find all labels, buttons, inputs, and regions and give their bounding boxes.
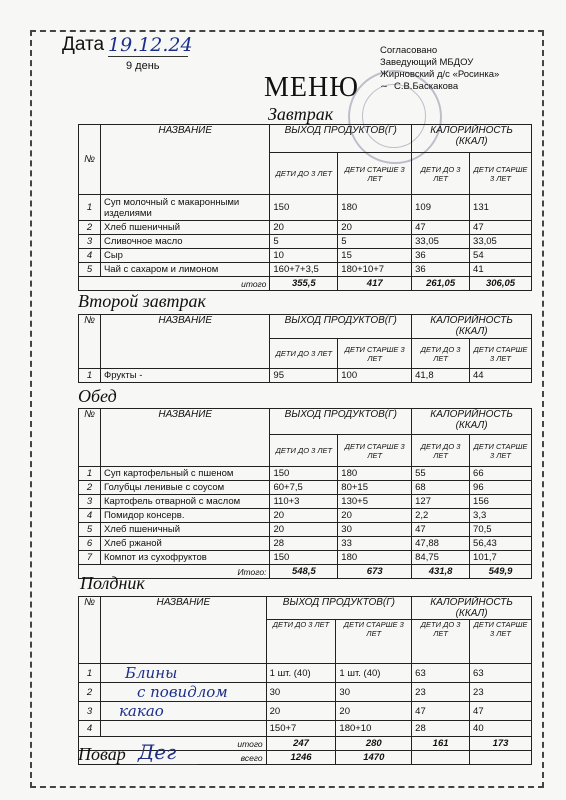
row-num: 3 <box>79 702 101 721</box>
yield-old: 20 <box>338 509 412 523</box>
row-num: 1 <box>79 664 101 683</box>
row-num: 2 <box>79 683 101 702</box>
col-kids-young: ДЕТИ ДО 3 ЛЕТ <box>412 435 470 467</box>
total-value: 161 <box>412 737 470 751</box>
yield-young: 150 <box>270 467 338 481</box>
dish-name: Суп картофельный с пшеном <box>100 467 269 481</box>
kcal-old: 47 <box>470 702 532 721</box>
kcal-young: 68 <box>412 481 470 495</box>
col-num: № <box>79 409 101 467</box>
yield-young: 10 <box>270 249 338 263</box>
total-value: 261,05 <box>412 277 470 291</box>
col-name: НАЗВАНИЕ <box>100 597 266 664</box>
col-num: № <box>79 315 101 369</box>
col-kids-old: ДЕТИ СТАРШЕ 3 ЛЕТ <box>336 620 412 664</box>
kcal-young: 36 <box>412 263 470 277</box>
yield-young: 20 <box>270 509 338 523</box>
col-kids-old: ДЕТИ СТАРШЕ 3 ЛЕТ <box>470 620 532 664</box>
total-value: 280 <box>336 737 412 751</box>
col-kids-old: ДЕТИ СТАРШЕ 3 ЛЕТ <box>470 435 532 467</box>
col-kids-young: ДЕТИ ДО 3 ЛЕТ <box>412 339 470 369</box>
col-name: НАЗВАНИЕ <box>100 409 269 467</box>
table-row <box>79 481 532 495</box>
total-row <box>79 277 532 291</box>
table-row <box>79 537 532 551</box>
total-row <box>79 565 532 579</box>
yield-young: 1 шт. (40) <box>266 664 336 683</box>
yield-old: 33 <box>338 537 412 551</box>
row-num: 2 <box>79 481 101 495</box>
kcal-young: 127 <box>412 495 470 509</box>
table-row <box>79 495 532 509</box>
col-calories: КАЛОРИЙНОСТЬ (ККАЛ) <box>412 125 532 153</box>
row-num: 1 <box>79 369 101 383</box>
dish-name: Хлеб ржаной <box>100 537 269 551</box>
cook-signature: Дег <box>138 740 198 765</box>
kcal-old: 54 <box>470 249 532 263</box>
kcal-old: 63 <box>470 664 532 683</box>
yield-young: 95 <box>270 369 338 383</box>
total-label: итого <box>79 277 270 291</box>
col-calories: КАЛОРИЙНОСТЬ (ККАЛ) <box>412 315 532 339</box>
row-num: 1 <box>79 467 101 481</box>
kcal-young: 36 <box>412 249 470 263</box>
kcal-young: 41,8 <box>412 369 470 383</box>
kcal-old: 70,5 <box>470 523 532 537</box>
dish-name: Блины <box>100 664 266 683</box>
row-num: 7 <box>79 551 101 565</box>
row-num: 2 <box>79 221 101 235</box>
row-num: 5 <box>79 523 101 537</box>
kcal-young: 55 <box>412 467 470 481</box>
col-kids-old: ДЕТИ СТАРШЕ 3 ЛЕТ <box>470 153 532 195</box>
col-name: НАЗВАНИЕ <box>100 315 269 369</box>
yield-young: 5 <box>270 235 338 249</box>
col-calories: КАЛОРИЙНОСТЬ (ККАЛ) <box>412 597 532 620</box>
kcal-young: 28 <box>412 721 470 737</box>
row-num: 4 <box>79 721 101 737</box>
dish-name: с повидлом <box>100 683 266 702</box>
yield-young: 150 <box>270 195 338 221</box>
col-kids-young: ДЕТИ ДО 3 ЛЕТ <box>270 435 338 467</box>
approval-line: Согласовано <box>380 45 438 56</box>
yield-young: 160+7+3,5 <box>270 263 338 277</box>
row-num: 4 <box>79 509 101 523</box>
approval-block <box>380 45 499 93</box>
table-row <box>79 369 532 383</box>
table-row <box>79 263 532 277</box>
yield-young: 150+7 <box>266 721 336 737</box>
kcal-young: 23 <box>412 683 470 702</box>
kcal-young: 109 <box>412 195 470 221</box>
menu-title: МЕНЮ <box>264 72 359 103</box>
dish-name: Чай с сахаром и лимоном <box>100 263 269 277</box>
col-kids-young: ДЕТИ ДО 3 ЛЕТ <box>270 153 338 195</box>
grand-total-value: 1470 <box>336 751 412 765</box>
kcal-young: 63 <box>412 664 470 683</box>
col-kids-old: ДЕТИ СТАРШЕ 3 ЛЕТ <box>470 339 532 369</box>
table-row <box>79 195 532 221</box>
table-row <box>79 523 532 537</box>
second-breakfast-table <box>78 314 532 383</box>
yield-old: 20 <box>336 702 412 721</box>
approval-signature-icon: ~ <box>380 81 388 92</box>
date-value: 19.12.24 <box>108 34 193 56</box>
kcal-old: 156 <box>470 495 532 509</box>
yield-old: 180 <box>338 551 412 565</box>
yield-old: 180 <box>338 195 412 221</box>
table-row <box>79 467 532 481</box>
kcal-old: 56,43 <box>470 537 532 551</box>
col-yield: ВЫХОД ПРОДУКТОВ(Г) <box>270 125 412 153</box>
lunch-title: Обед <box>78 386 117 406</box>
col-kids-young: ДЕТИ ДО 3 ЛЕТ <box>412 620 470 664</box>
second-breakfast-title: Второй завтрак <box>78 291 206 311</box>
yield-old: 20 <box>338 221 412 235</box>
approval-signature: С.В.Баскакова <box>393 81 459 92</box>
col-kids-young: ДЕТИ ДО 3 ЛЕТ <box>270 339 338 369</box>
yield-young: 20 <box>270 221 338 235</box>
yield-old: 30 <box>338 523 412 537</box>
approval-line: Заведующий МБДОУ <box>380 57 474 68</box>
total-label: Итого: <box>79 565 270 579</box>
yield-young: 110+3 <box>270 495 338 509</box>
total-label: итого <box>79 737 267 751</box>
kcal-old: 101,7 <box>470 551 532 565</box>
kcal-young: 33,05 <box>412 235 470 249</box>
total-value: 417 <box>338 277 412 291</box>
kcal-old: 131 <box>470 195 532 221</box>
col-yield: ВЫХОД ПРОДУКТОВ(Г) <box>270 409 412 435</box>
yield-young: 28 <box>270 537 338 551</box>
dish-name: какао <box>100 702 266 721</box>
yield-old: 15 <box>338 249 412 263</box>
table-row <box>79 235 532 249</box>
col-num: № <box>79 597 101 664</box>
dish-name: Хлеб пшеничный <box>100 221 269 235</box>
kcal-old: 66 <box>470 467 532 481</box>
table-row <box>79 249 532 263</box>
row-num: 1 <box>79 195 101 221</box>
total-value: 549,9 <box>470 565 532 579</box>
dish-name: Сливочное масло <box>100 235 269 249</box>
total-value: 247 <box>266 737 336 751</box>
row-num: 4 <box>79 249 101 263</box>
grand-total-value <box>470 751 532 765</box>
kcal-old: 23 <box>470 683 532 702</box>
kcal-young: 47 <box>412 523 470 537</box>
total-value: 673 <box>338 565 412 579</box>
dish-name: Сыр <box>100 249 269 263</box>
total-value: 173 <box>470 737 532 751</box>
yield-old: 80+15 <box>338 481 412 495</box>
dish-name: Компот из сухофруктов <box>100 551 269 565</box>
approval-line: Жирновский д/с «Росинка» <box>380 69 500 80</box>
table-row <box>79 683 532 702</box>
lunch-table <box>78 408 532 579</box>
yield-old: 1 шт. (40) <box>336 664 412 683</box>
dish-name: Помидор консерв. <box>100 509 269 523</box>
dish-name: Картофель отварной с маслом <box>100 495 269 509</box>
col-kids-old: ДЕТИ СТАРШЕ 3 ЛЕТ <box>338 339 412 369</box>
row-num: 3 <box>79 235 101 249</box>
row-num: 6 <box>79 537 101 551</box>
kcal-old: 44 <box>470 369 532 383</box>
kcal-old: 41 <box>470 263 532 277</box>
row-num: 5 <box>79 263 101 277</box>
table-row <box>79 721 532 737</box>
yield-old: 30 <box>336 683 412 702</box>
kcal-old: 3,3 <box>470 509 532 523</box>
dish-name: Фрукты - <box>100 369 269 383</box>
yield-young: 60+7,5 <box>270 481 338 495</box>
col-kids-old: ДЕТИ СТАРШЕ 3 ЛЕТ <box>338 153 412 195</box>
yield-young: 20 <box>270 523 338 537</box>
date-label: Дата <box>62 34 105 55</box>
breakfast-table <box>78 124 532 291</box>
table-row <box>79 664 532 683</box>
yield-old: 5 <box>338 235 412 249</box>
table-row <box>79 221 532 235</box>
col-num: № <box>79 125 101 195</box>
yield-young: 150 <box>270 551 338 565</box>
col-yield: ВЫХОД ПРОДУКТОВ(Г) <box>266 597 412 620</box>
cook-label: Повар <box>78 744 126 764</box>
grand-total-label: всего <box>79 751 267 765</box>
kcal-young: 47 <box>412 702 470 721</box>
kcal-old: 96 <box>470 481 532 495</box>
col-calories: КАЛОРИЙНОСТЬ (ККАЛ) <box>412 409 532 435</box>
table-row <box>79 551 532 565</box>
dish-name: Хлеб пшеничный <box>100 523 269 537</box>
kcal-old: 40 <box>470 721 532 737</box>
yield-old: 130+5 <box>338 495 412 509</box>
yield-old: 180+10 <box>336 721 412 737</box>
day-number: 9 день <box>126 60 160 72</box>
yield-old: 100 <box>338 369 412 383</box>
table-row <box>79 702 532 721</box>
dish-name <box>100 721 266 737</box>
col-kids-young: ДЕТИ ДО 3 ЛЕТ <box>266 620 336 664</box>
kcal-old: 33,05 <box>470 235 532 249</box>
grand-total-value: 1246 <box>266 751 336 765</box>
kcal-young: 84,75 <box>412 551 470 565</box>
dish-name: Суп молочный с макаронными изделиями <box>100 195 269 221</box>
dish-name: Голубцы ленивые с соусом <box>100 481 269 495</box>
snack-title: Полдник <box>80 573 145 593</box>
total-value: 355,5 <box>270 277 338 291</box>
yield-old: 180 <box>338 467 412 481</box>
col-yield: ВЫХОД ПРОДУКТОВ(Г) <box>270 315 412 339</box>
col-kids-old: ДЕТИ СТАРШЕ 3 ЛЕТ <box>338 435 412 467</box>
table-row <box>79 509 532 523</box>
total-value: 431,8 <box>412 565 470 579</box>
yield-young: 30 <box>266 683 336 702</box>
kcal-old: 47 <box>470 221 532 235</box>
col-kids-young: ДЕТИ ДО 3 ЛЕТ <box>412 153 470 195</box>
total-value: 306,05 <box>470 277 532 291</box>
kcal-young: 2,2 <box>412 509 470 523</box>
total-value: 548,5 <box>270 565 338 579</box>
kcal-young: 47,88 <box>412 537 470 551</box>
yield-young: 20 <box>266 702 336 721</box>
breakfast-title: Завтрак <box>268 104 334 124</box>
row-num: 3 <box>79 495 101 509</box>
grand-total-value <box>412 751 470 765</box>
kcal-young: 47 <box>412 221 470 235</box>
yield-old: 180+10+7 <box>338 263 412 277</box>
col-name: НАЗВАНИЕ <box>100 125 269 195</box>
